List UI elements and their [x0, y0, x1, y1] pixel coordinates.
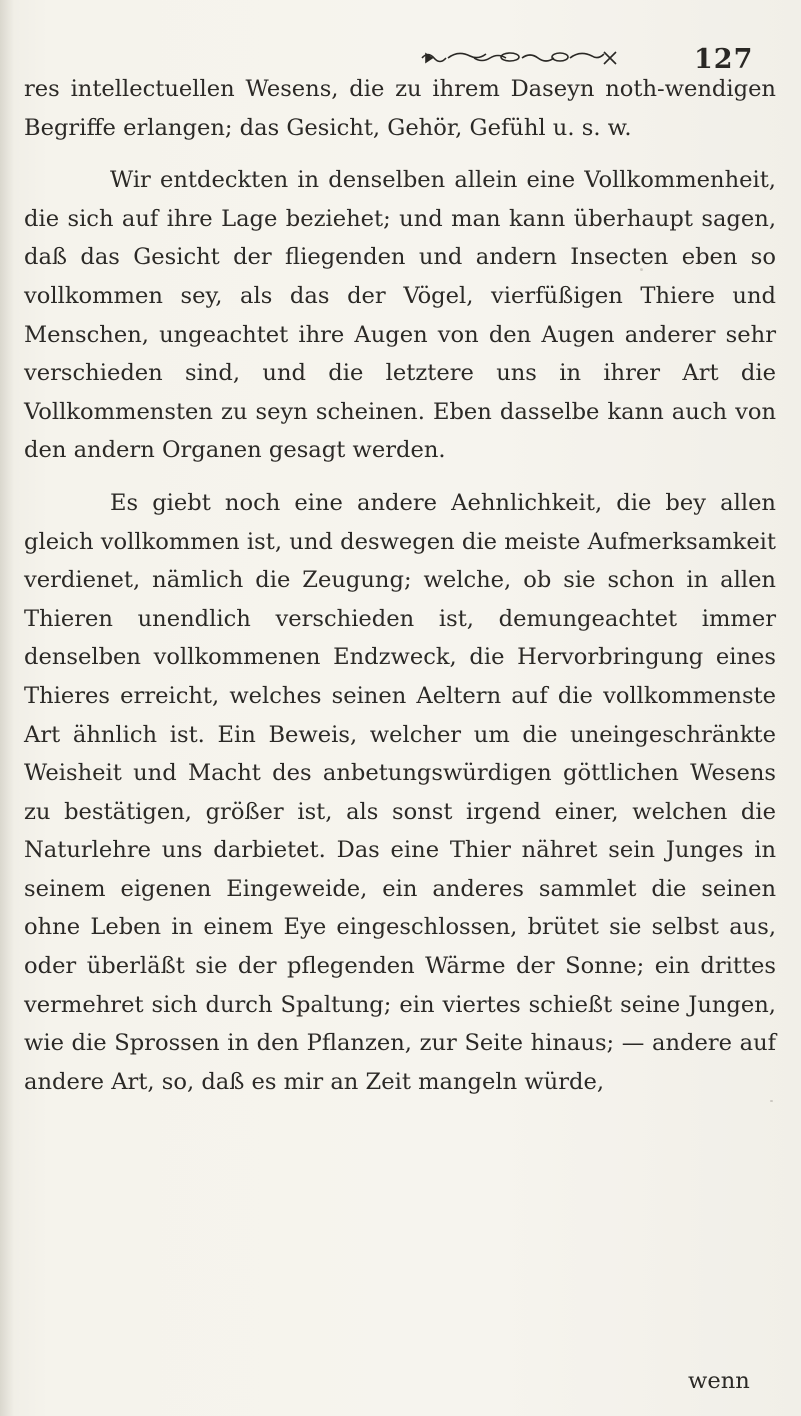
paragraph-2: Wir entdeckten in denselben allein eine Vollkommenheit, die sich auf ihre Lage beziehet; und man kann überhaupt sagen, daß das Gesicht der fliegenden und andern Insecten eben so vollkommen sey, als das der Vögel, vierfüßigen Thiere und Menschen, ungeachtet ihre Augen von den Augen anderer sehr verschieden sind, und die letztere uns in ihrer Art die Vollkommensten zu seyn scheinen. Eben dasselbe kann auch von den andern Organen gesagt werden. — [24, 167, 776, 464]
decorative-rule-ornament — [418, 44, 628, 70]
paragraph-1: res intellectuellen Wesens, die zu ihrem Daseyn noth-wendigen Begriffe erlangen; das Gesicht, Gehör, Gefühl u. s. w. — [24, 76, 776, 141]
paper-speck — [640, 268, 643, 271]
paper-speck — [770, 1100, 773, 1102]
paragraph-3: Es giebt noch eine andere Aehnlichkeit, die bey allen gleich vollkommen ist, und deswegen die meiste Aufmerksamkeit verdienet, nämlich die Zeugung; welche, ob sie schon in allen Thieren unendlich verschieden ist, demungeachtet immer denselben vollkommenen Endzweck, die Hervorbringung eines Thieres erreicht, welches seinen Aeltern auf die vollkommenste Art ähnlich ist. Ein Beweis, welcher um die uneingeschränkte Weisheit und Macht des anbetungswürdigen göttlichen Wesens zu bestätigen, größer ist, als sonst irgend einer, welchen die Naturlehre uns darbietet. Das eine Thier nähret sein Junges in seinem eigenen Eingeweide, ein anderes sammlet die seinen ohne Leben in einem Eye eingeschlossen, brütet sie selbst aus, oder überläßt sie der pflegenden Wärme der Sonne; ein drittes vermehret sich durch Spaltung; ein viertes schießt seine Jungen, wie die Sprossen in den Pflanzen, zur Seite hinaus; — andere auf andere Art, so, daß es mir an Zeit mangeln würde, — [24, 489, 776, 1095]
paper-speck — [300, 690, 302, 692]
catch-word: wenn — [688, 1368, 750, 1394]
page-number: 127 — [694, 44, 754, 75]
body-text — [24, 70, 776, 1101]
binding-shadow — [0, 0, 14, 1416]
